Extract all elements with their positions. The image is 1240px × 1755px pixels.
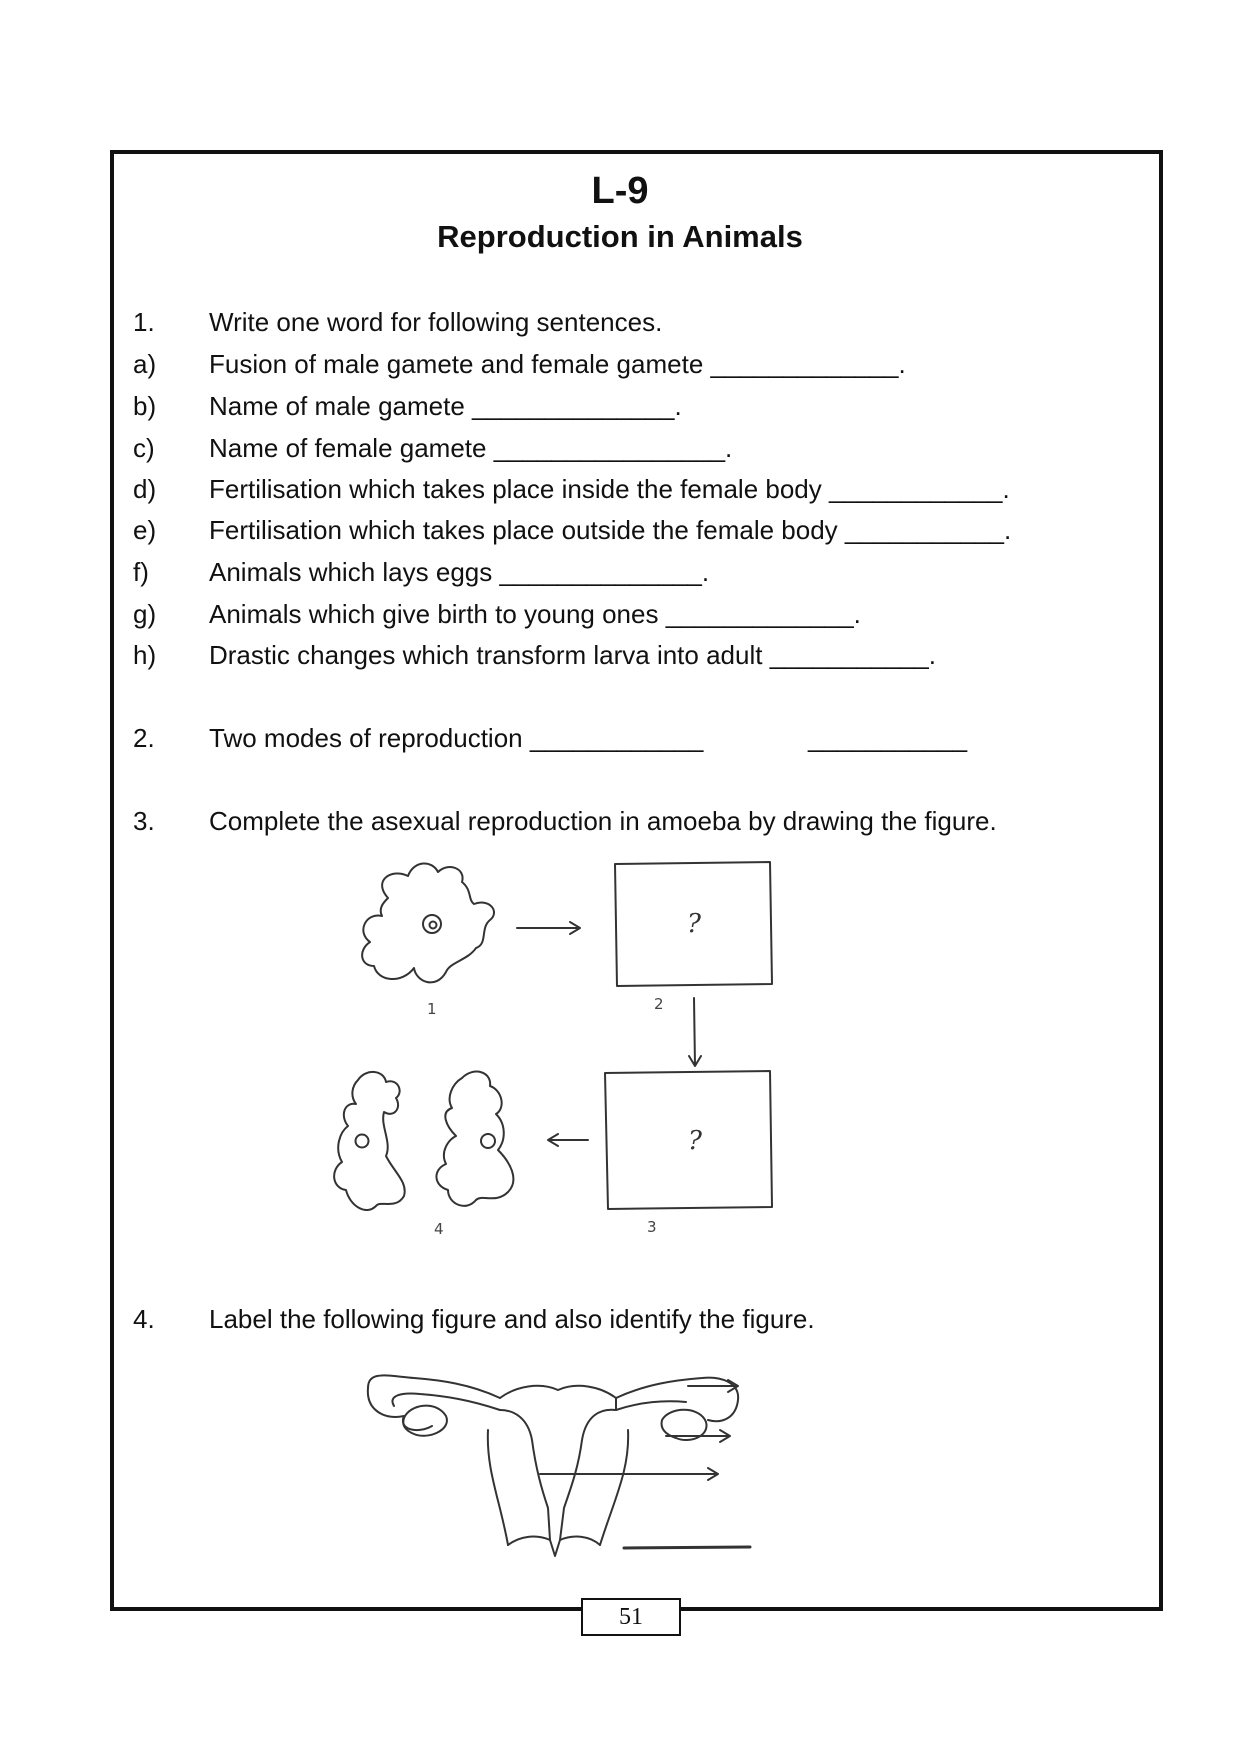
item-text: Name of female gamete ________________. xyxy=(209,433,733,463)
item-label: h) xyxy=(133,640,157,670)
question-number: 3. xyxy=(133,806,155,836)
item-text: Fusion of male gamete and female gamete _____________. xyxy=(209,349,906,379)
step-label-3: 3 xyxy=(647,1218,657,1236)
lesson-title: Reproduction in Animals xyxy=(437,219,803,254)
answer-blank-2: ___________ xyxy=(808,723,968,753)
left-fallopian-tube xyxy=(368,1375,500,1430)
item-label: c) xyxy=(133,433,155,463)
step-label-4: 4 xyxy=(434,1220,444,1238)
item-label: a) xyxy=(133,349,157,379)
label-arrow-3 xyxy=(540,1468,718,1480)
item-label: e) xyxy=(133,515,157,545)
label-arrow-2 xyxy=(666,1430,730,1442)
item-text: Animals which lays eggs ______________. xyxy=(209,557,710,587)
question-mark-box-2: ? xyxy=(687,909,701,939)
page-number: 51 xyxy=(581,1598,681,1636)
right-fallopian-tube xyxy=(616,1378,738,1422)
question-text: Two modes of reproduction ____________ xyxy=(209,723,704,753)
lesson-number: L-9 xyxy=(591,170,649,212)
question-prompt: Write one word for following sentences. xyxy=(209,307,663,337)
item-label: b) xyxy=(133,391,157,421)
question-text: Complete the asexual reproduction in amoeba by drawing the figure. xyxy=(209,806,997,836)
item-text: Fertilisation which takes place inside the female body ____________. xyxy=(209,474,1010,504)
cervix-vagina xyxy=(508,1537,600,1556)
question-number: 1. xyxy=(133,307,155,337)
item-label: g) xyxy=(133,599,157,629)
item-label: d) xyxy=(133,474,157,504)
item-text: Animals which give birth to young ones _____________. xyxy=(209,599,861,629)
item-text: Name of male gamete ______________. xyxy=(209,391,682,421)
question-number: 4. xyxy=(133,1304,155,1334)
step-label-2: 2 xyxy=(654,995,664,1013)
item-text: Drastic changes which transform larva into adult ___________. xyxy=(209,640,936,670)
item-label: f) xyxy=(133,557,149,587)
uterus xyxy=(500,1386,616,1540)
question-number: 2. xyxy=(133,723,155,753)
label-arrow-1 xyxy=(688,1380,738,1392)
question-mark-box-3: ? xyxy=(688,1126,702,1156)
identify-answer-line xyxy=(624,1547,750,1548)
step-label-1: 1 xyxy=(427,1000,437,1018)
item-text: Fertilisation which takes place outside the female body ___________. xyxy=(209,515,1012,545)
left-ovary xyxy=(403,1406,447,1436)
question-text: Label the following figure and also identify the figure. xyxy=(209,1304,815,1334)
